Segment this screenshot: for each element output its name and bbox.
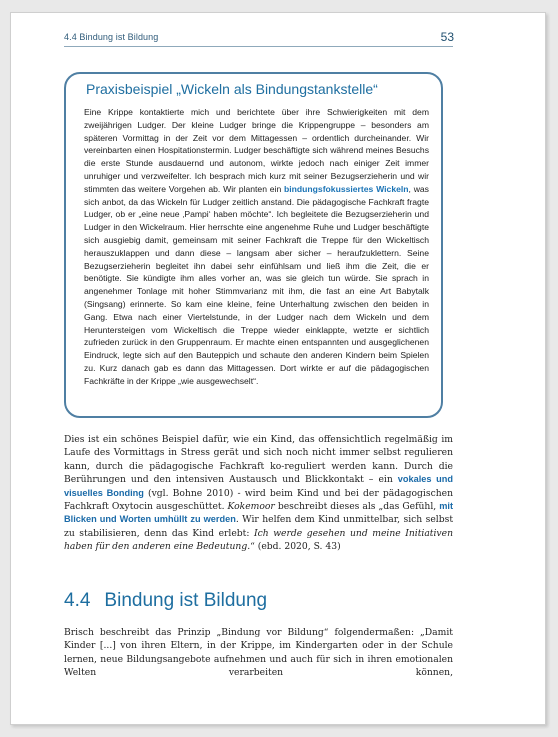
section-title: Bindung ist Bildung: [104, 590, 268, 611]
paragraph-text: (vgl. Bohne 2010) - wird beim Kind und bei der pädagogischen Fachkraft Oxytocin ausgeschüttet.: [64, 487, 453, 513]
body-paragraph-2: Brisch beschreibt das Prinzip „Bindung vor Bildung“ folgendermaßen: „Damit Kinder [...] von ihren Eltern, in der Krippe, im Kindergarten oder in der Schule lernen, neue Bildungsangebote aufnehmen und auch für sich in ihren emotionalen Welten verarbeiten können,: [64, 627, 453, 679]
section-heading: [64, 590, 267, 612]
case-study-text-part-1: Eine Krippe kontaktierte mich und berichtete über ihre Schwierigkeiten mit dem zweijährigen Ludger. Der kleine Ludger bringe die Krippengruppe – besonders am späteren Vormittag in der Zeit vor dem Mittagessen – ordentlich durcheinander. Wir vereinbarten einen Hospitationstermin. Ludger beschäftigte sich während meines Besuchs die erste Stunde ausdauernd und autonom, wirkte jedoch nach einiger Zeit immer unruhiger und verzweifelter. Ich besprach mich kurz mit seiner Bezugserzieherin und wir stimmten das weitere Vorgehen ab. Wir planten ein: [84, 107, 429, 194]
citation: “ (ebd. 2020, S. 43): [250, 541, 341, 553]
header-divider: [64, 46, 453, 47]
paragraph-text: . Wir helfen dem Kind unmittelbar, sich selbst zu stabilisieren, denn das Kind erlebt:: [64, 514, 454, 539]
paragraph-text: beschreibt dieses als „das Gefühl,: [274, 501, 440, 513]
case-study-box: [64, 72, 443, 418]
case-study-highlight: bindungsfokussiertes Wickeln: [284, 183, 409, 194]
emphasis-quote: mit Blicken und Worten umhüllt zu werden: [64, 501, 453, 525]
emphasis-bonding: vokales und visuelles Bonding: [64, 474, 453, 498]
section-number: 4.4: [64, 590, 91, 611]
case-study-text-part-2: , was sich anbot, da das Wickeln für Ludger zeitlich anstand. Die pädagogische Fachkraft fragte Ludger, ob er „eine neue ‚Pampi‘ haben möchte“. Ich begleitete die Bezugserzieherin und Ludger in den Wickelraum. Hier herrschte eine angenehme Ruhe und Ludger beschäftigte sich ausgiebig damit, gemeinsam mit seiner Fachkraft die Treppe für den Wickeltisch herauszuklappen und dann diese – langsam aber sicher – heraufzuklettern. Seine Bezugserzieherin begleitet ihn dabei sehr einfühlsam und ließ ihm die Zeit, die er benötigte. Sie kündigte ihm alles vorher an, was sie gleich tun würde. Sie sprach in angenehmer Tonlage mit hoher Stimmvarianz mit ihm, die fast an eine Art Babytalk (Singsang) erinnerte. So kam eine kleine, feine Unterhaltung zwischen den beiden in Gang. Etwa nach einer Viertelstunde, in der Ludger nach dem Wickeln und dem Heruntersteigen vom Wickeltisch die Treppe wieder einklappte, wetzte er sichtlich zufrieden zurück in den Gruppenraum. Er machte einen entspannten und ausgeglichenen Eindruck, legte sich auf den Bauteppich und schaute den anderen Kindern beim Spielen zu. Kurz danach gab es dann das Mittagessen. Dort wirkte er auf die pädagogischen Fachkräfte in der Krippe „wie ausgewechselt“.: [84, 183, 429, 386]
case-study-title: Praxisbeispiel „Wickeln als Bindungstankstelle“: [86, 81, 378, 97]
case-study-text: [84, 106, 429, 388]
running-header: 4.4 Bindung ist Bildung: [64, 32, 159, 42]
italic-quote: Ich werde gesehen und meine Initiativen haben für den anderen eine Bedeutung.: [64, 527, 453, 553]
paragraph-text: Dies ist ein schönes Beispiel dafür, wie ein Kind, das offensichtlich regelmäßig im Laufe des Vormittags in Stress gerät und sich noch nicht immer selbst regulieren kann, durch die pädagogische Fachkraft ko-reguliert werden kann. Durch die Berührungen und den intensiven Austausch und Blickkontakt – ein: [64, 434, 453, 486]
page-number: 53: [440, 30, 454, 44]
body-paragraph-1: [64, 433, 453, 554]
author-name: Kokemoor: [227, 501, 275, 513]
